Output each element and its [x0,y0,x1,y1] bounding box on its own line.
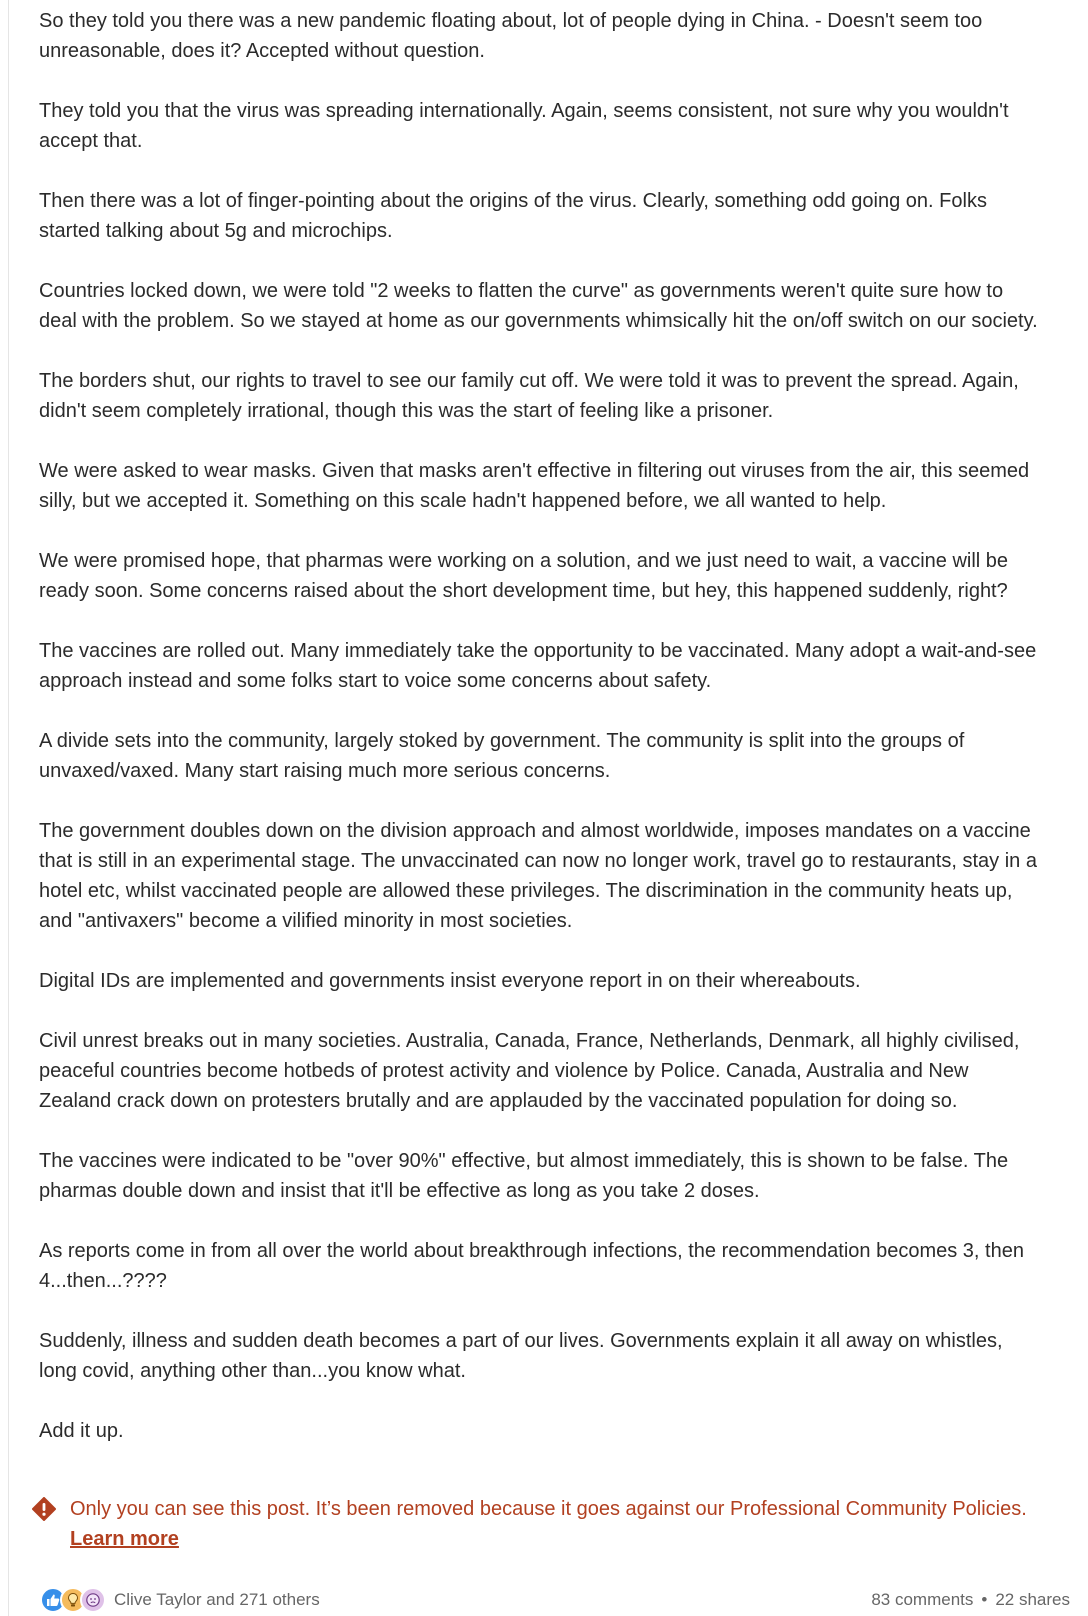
notice-text [70,1494,1072,1554]
post-body [39,6,1039,1446]
post-paragraph: Add it up. [39,1420,124,1442]
separator-dot: • [981,1590,988,1609]
post-paragraph: The government doubles down on the division approach and almost worldwide, imposes mandates on a vaccine that is still in an experimental stage. The unvaccinated can now no longer work, travel go to restaurants, stay in a hotel etc, whilst vaccinated people are allowed these privileges. The discrimination in the community heats up, and "antivaxers" become a vilified minority in most societies. [39,820,1037,932]
post-paragraph: We were asked to wear masks. Given that masks aren't effective in filtering out viruses from the air, this seemed silly, but we accepted it. Something on this scale hadn't happened before, we all wanted to help. [39,460,1030,512]
post-paragraph: We were promised hope, that pharmas were working on a solution, and we just need to wait, a vaccine will be ready soon. Some concerns raised about the short development time, but hey, this happened suddenly, right? [39,550,1009,602]
post-paragraph: Suddenly, illness and sudden death becomes a part of our lives. Governments explain it all away on whistles, long covid, anything other than...you know what. [39,1330,1003,1382]
shares-count[interactable]: 22 shares [995,1590,1070,1609]
post-paragraph: Civil unrest breaks out in many societies. Australia, Canada, France, Netherlands, Denmark, all highly civilised, peaceful countries become hotbeds of protest activity and violence by Police. Canada, Australia and New Zealand crack down on protesters brutally and are applauded by the vaccinated population for doing so. [39,1030,1020,1112]
post-paragraph: As reports come in from all over the world about breakthrough infections, the recommendation becomes 3, then 4...then...???? [39,1240,1024,1292]
comments-count[interactable]: 83 comments [871,1590,974,1609]
engagement-counts [871,1590,1070,1610]
post-paragraph: The vaccines were indicated to be "over 90%" effective, but almost immediately, this is shown to be false. The pharmas double down and insist that it'll be effective as long as you take 2 doses. [39,1150,1009,1202]
curious-icon [80,1587,106,1613]
removed-post-notice [32,1494,1072,1554]
post-paragraph: Then there was a lot of finger-pointing about the origins of the virus. Clearly, something odd going on. Folks started talking about 5g and microchips. [39,190,987,242]
social-counts-bar [40,1585,1070,1615]
post-paragraph: Digital IDs are implemented and governments insist everyone report in on their whereabouts. [39,970,861,992]
post-paragraph: The vaccines are rolled out. Many immediately take the opportunity to be vaccinated. Many adopt a wait-and-see approach instead and some folks start to voice some concerns about safety. [39,640,1037,692]
notice-message: Only you can see this post. It’s been removed because it goes against our Professional Community Policies. [70,1498,1027,1520]
post-paragraph: A divide sets into the community, largely stoked by government. The community is split into the groups of unvaxed/vaxed. Many start raising much more serious concerns. [39,730,965,782]
learn-more-link[interactable]: Learn more [70,1528,179,1550]
reactions-summary[interactable] [40,1587,320,1613]
post-paragraph: The borders shut, our rights to travel to see our family cut off. We were told it was to prevent the spread. Again, didn't seem completely irrational, though this was the start of feeling like a prisoner. [39,370,1019,422]
reactions-label: Clive Taylor and 271 others [114,1590,320,1609]
alert-diamond-icon [32,1497,56,1521]
post-paragraph: Countries locked down, we were told "2 weeks to flatten the curve" as governments weren't quite sure how to deal with the problem. So we stayed at home as our governments whimsically hit the on/off switch on our society. [39,280,1038,332]
post-paragraph: They told you that the virus was spreading internationally. Again, seems consistent, not sure why you wouldn't accept that. [39,100,1009,152]
post-paragraph: So they told you there was a new pandemic floating about, lot of people dying in China. - Doesn't seem too unreasonable, does it? Accepted without question. [39,10,983,62]
